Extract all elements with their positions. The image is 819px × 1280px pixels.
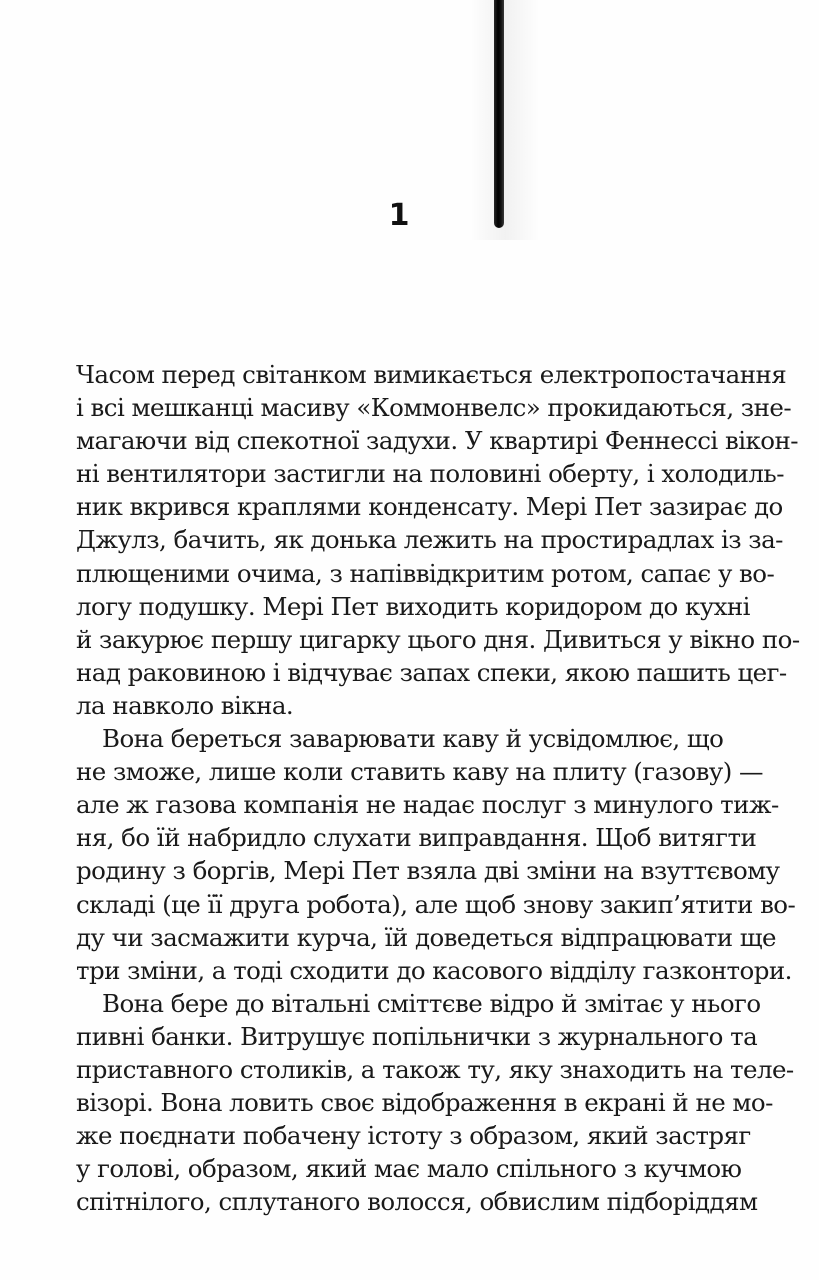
text-line: же поєднати побачену істоту з образом, який застряг [76,1121,751,1151]
text-line: плющеними очима, з напіввідкритим ротом, сапає у во- [76,558,775,588]
text-line: пивні банки. Витрушує попільнички з журнального та [76,1021,758,1051]
text-line: Джулз, бачить, як донька лежить на простирадлах із за- [76,525,783,555]
text-line: над раковиною і відчуває запах спеки, якою пашить цег- [76,657,787,687]
text-line: Вона береться заварювати каву й усвідомлює, що [102,724,724,754]
text-line: магаючи від спекотної задухи. У квартирі Феннессі вікон- [76,426,798,456]
text-line: і всі мешканці масиву «Коммонвелс» прокидаються, зне- [76,393,792,423]
text-line: родину з боргів, Мері Пет взяла дві зміни на взуттєвому [76,856,780,886]
text-line: ні вентилятори застигли на половині оберту, і холодиль- [76,459,784,489]
text-line: візорі. Вона ловить своє відображення в екрані й не мо- [76,1088,773,1118]
binding-line [494,0,504,228]
gutter-shadow [470,0,540,240]
text-line: але ж газова компанія не надає послуг з минулого тиж- [76,790,779,820]
chapter-number: 1 [388,198,410,233]
text-line: логу подушку. Мері Пет виходить коридором до кухні [76,591,750,621]
text-line: три зміни, а тоді сходити до касового відділу газконтори. [76,955,792,985]
text-line: й закурює першу цигарку цього дня. Дивиться у вікно по- [76,624,800,654]
text-line: не зможе, лише коли ставить каву на плиту (газову) — [76,757,763,787]
text-line: у голові, образом, який має мало спільного з кучмою [76,1154,742,1184]
text-line: Часом перед світанком вимикається електропостачання [76,360,787,389]
body-text [76,358,800,1218]
text-line: ня, бо їй набридло слухати виправдання. Щоб витягти [76,823,757,853]
text-line: приставного столиків, а також ту, яку знаходить на теле- [76,1054,794,1084]
text-line: ник вкрився краплями конденсату. Мері Пет зазирає до [76,492,783,522]
text-line: Вона бере до вітальні сміттєве відро й змітає у нього [102,988,761,1018]
text-line: ду чи засмажити курча, їй доведеться відпрацювати ще [76,922,776,952]
text-line: складі (це її друга робота), але щоб знову закип’ятити во- [76,889,796,919]
text-line: спітнілого, сплутаного волосся, обвислим підборіддям [76,1187,758,1217]
text-line: ла навколо вікна. [76,690,294,720]
